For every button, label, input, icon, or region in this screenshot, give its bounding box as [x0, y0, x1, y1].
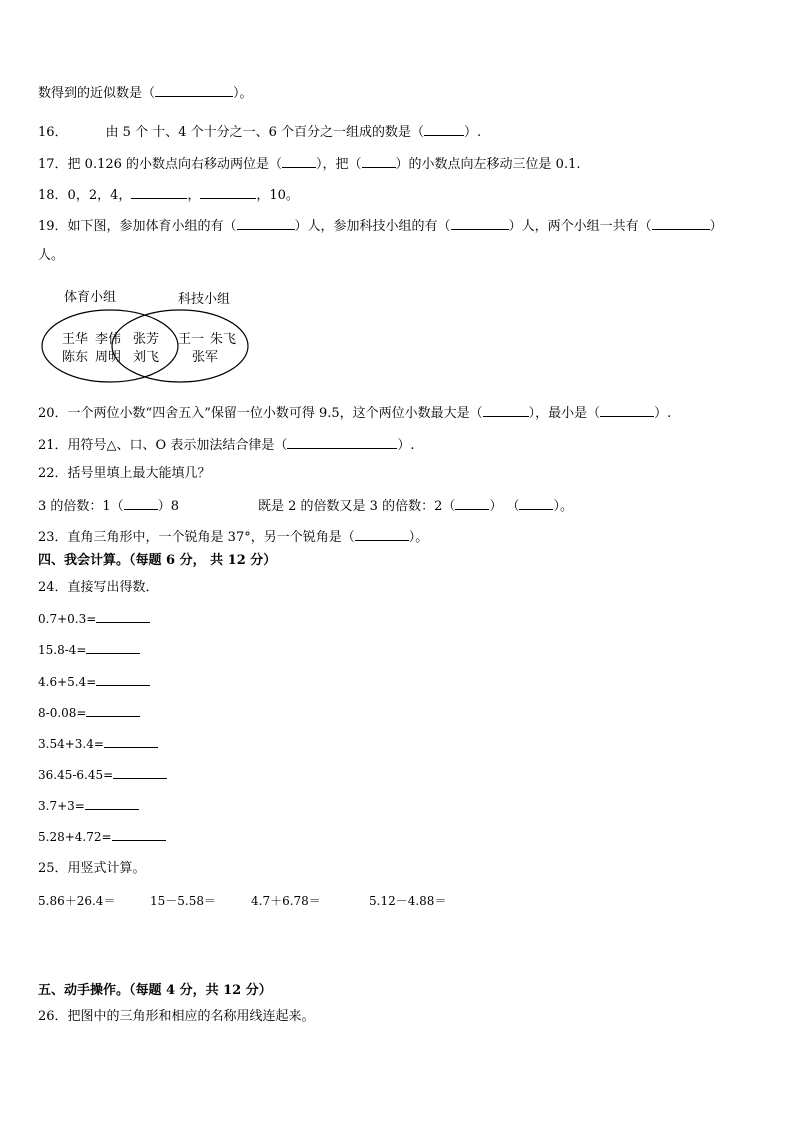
answer-blank[interactable]: [483, 404, 529, 417]
calc-expression: 3.7+3=: [38, 799, 85, 813]
venn-diagram: [40, 306, 255, 388]
q17-text-a: 17．把 0.126 的小数点向右移动两位是（: [38, 157, 283, 172]
q22-part-b-text: 既是 2 的倍数又是 3 的倍数：2（: [258, 499, 456, 514]
venn-name: 周明: [95, 350, 122, 365]
answer-blank[interactable]: [652, 217, 710, 230]
answer-blank[interactable]: [85, 799, 139, 810]
calc-item: [38, 643, 140, 657]
venn-name: 王华: [62, 332, 89, 347]
question-19-line2: 人。: [38, 248, 65, 263]
answer-blank[interactable]: [600, 404, 654, 417]
answer-blank[interactable]: [96, 675, 150, 686]
venn-name: 张芳: [133, 332, 160, 347]
q17-text-c: ）的小数点向左移动三位是 0.1.: [395, 157, 581, 172]
section-4-heading: 四、我会计算。（每题 6 分， 共 12 分）: [38, 553, 277, 568]
vertical-calc-item: 4.7＋6.78＝: [251, 894, 321, 908]
calc-expression: 3.54+3.4=: [38, 737, 104, 751]
answer-blank[interactable]: [451, 217, 509, 230]
calc-item: [38, 706, 140, 720]
q21-text-b: ）.: [397, 438, 415, 453]
q19-text-c: ）人，两个小组一共有（: [508, 219, 652, 234]
calc-expression: 4.6+5.4=: [38, 675, 97, 689]
venn-name: 陈东: [62, 350, 89, 365]
calc-expression: 15.8-4=: [38, 643, 87, 657]
answer-blank[interactable]: [104, 737, 158, 748]
answer-blank[interactable]: [362, 155, 396, 168]
answer-blank[interactable]: [519, 497, 553, 510]
q23-text-b: ）。: [408, 530, 429, 545]
answer-blank[interactable]: [96, 612, 150, 623]
q20-text-a: 20．一个两位小数“四舍五入”保留一位小数可得 9.5，这个两位小数最大是（: [38, 406, 483, 421]
q23-text-a: 23．直角三角形中，一个锐角是 37°，另一个锐角是（: [38, 530, 355, 545]
calc-item: [38, 799, 139, 813]
question-20: [38, 404, 671, 422]
q16-number: 16．: [38, 125, 68, 140]
answer-blank[interactable]: [282, 155, 316, 168]
q15-end: ）。: [233, 86, 253, 101]
answer-blank[interactable]: [113, 768, 167, 779]
calc-item: [38, 830, 166, 844]
answer-blank[interactable]: [287, 436, 397, 449]
q18-separator: ，: [187, 188, 201, 203]
answer-blank[interactable]: [200, 186, 256, 199]
answer-blank[interactable]: [124, 497, 158, 510]
answer-blank[interactable]: [131, 186, 187, 199]
calc-item: [38, 768, 167, 782]
question-24-title: 24．直接写出得数．: [38, 580, 159, 595]
venn-name: 王一: [178, 332, 205, 347]
venn-name: 朱飞: [210, 332, 237, 347]
q21-text-a: 21．用符号△、口、O 表示加法结合律是（: [38, 438, 288, 453]
q19-text-b: ）人，参加科技小组的有（: [294, 219, 451, 234]
answer-blank[interactable]: [155, 84, 233, 97]
answer-blank[interactable]: [112, 830, 166, 841]
vertical-calc-item: 15－5.58＝: [150, 894, 216, 908]
calc-item: [38, 612, 150, 626]
calc-expression: 36.45-6.45=: [38, 768, 114, 782]
question-22-title: 22．括号里填上最大能填几？: [38, 466, 211, 481]
question-26: 26．把图中的三角形和相应的名称用线连起来。: [38, 1009, 315, 1024]
question-22-part-b: [258, 497, 573, 515]
vertical-calc-item: 5.12－4.88＝: [369, 894, 447, 908]
answer-blank[interactable]: [424, 123, 464, 136]
question-22-part-a: [38, 497, 179, 515]
question-23: [38, 528, 428, 546]
q16-end: ）.: [464, 125, 482, 140]
q22-part-a-text: 3 的倍数：1（: [38, 499, 124, 514]
q16-text: 由 5 个 十、4 个十分之一、6 个百分之一组成的数是（: [105, 125, 425, 140]
venn-name: 刘飞: [133, 350, 160, 365]
answer-blank[interactable]: [86, 643, 140, 654]
question-17: [38, 155, 581, 173]
venn-right-title: 科技小组: [178, 292, 231, 307]
question-19: [38, 217, 723, 235]
venn-name: 张军: [192, 350, 219, 365]
q19-text-d: ）: [709, 219, 723, 234]
section-5-heading: 五、动手操作。（每题 4 分，共 12 分）: [38, 983, 272, 998]
calc-expression: 0.7+0.3=: [38, 612, 97, 626]
q20-text-b: ），最小是（: [528, 406, 601, 421]
answer-blank[interactable]: [455, 497, 489, 510]
question-18: [38, 186, 299, 204]
q22-part-a-end: ）8: [157, 499, 179, 514]
question-25-title: 25．用竖式计算。: [38, 861, 146, 876]
answer-blank[interactable]: [355, 528, 409, 541]
question-16: [38, 123, 481, 141]
q22-part-b-end: ）。: [553, 499, 573, 514]
q17-text-b: ），把（: [316, 157, 362, 172]
calc-item: [38, 737, 158, 751]
venn-name: 李伟: [95, 332, 122, 347]
question-15-tail: [38, 84, 253, 102]
answer-blank[interactable]: [237, 217, 295, 230]
calc-expression: 5.28+4.72=: [38, 830, 112, 844]
venn-left-title: 体育小组: [64, 290, 117, 305]
question-21: [38, 436, 414, 454]
calc-expression: 8-0.08=: [38, 706, 87, 720]
q22-part-b-mid: ） （: [489, 499, 520, 514]
q15-text: 数得到的近似数是（: [38, 86, 156, 101]
answer-blank[interactable]: [86, 706, 140, 717]
vertical-calc-item: 5.86＋26.4＝: [38, 894, 116, 908]
q18-end: ，10。: [256, 188, 299, 203]
q19-text-a: 19．如下图，参加体育小组的有（: [38, 219, 237, 234]
q20-text-c: ）.: [654, 406, 672, 421]
q18-text-a: 18．0，2，4，: [38, 188, 132, 203]
calc-item: [38, 675, 150, 689]
